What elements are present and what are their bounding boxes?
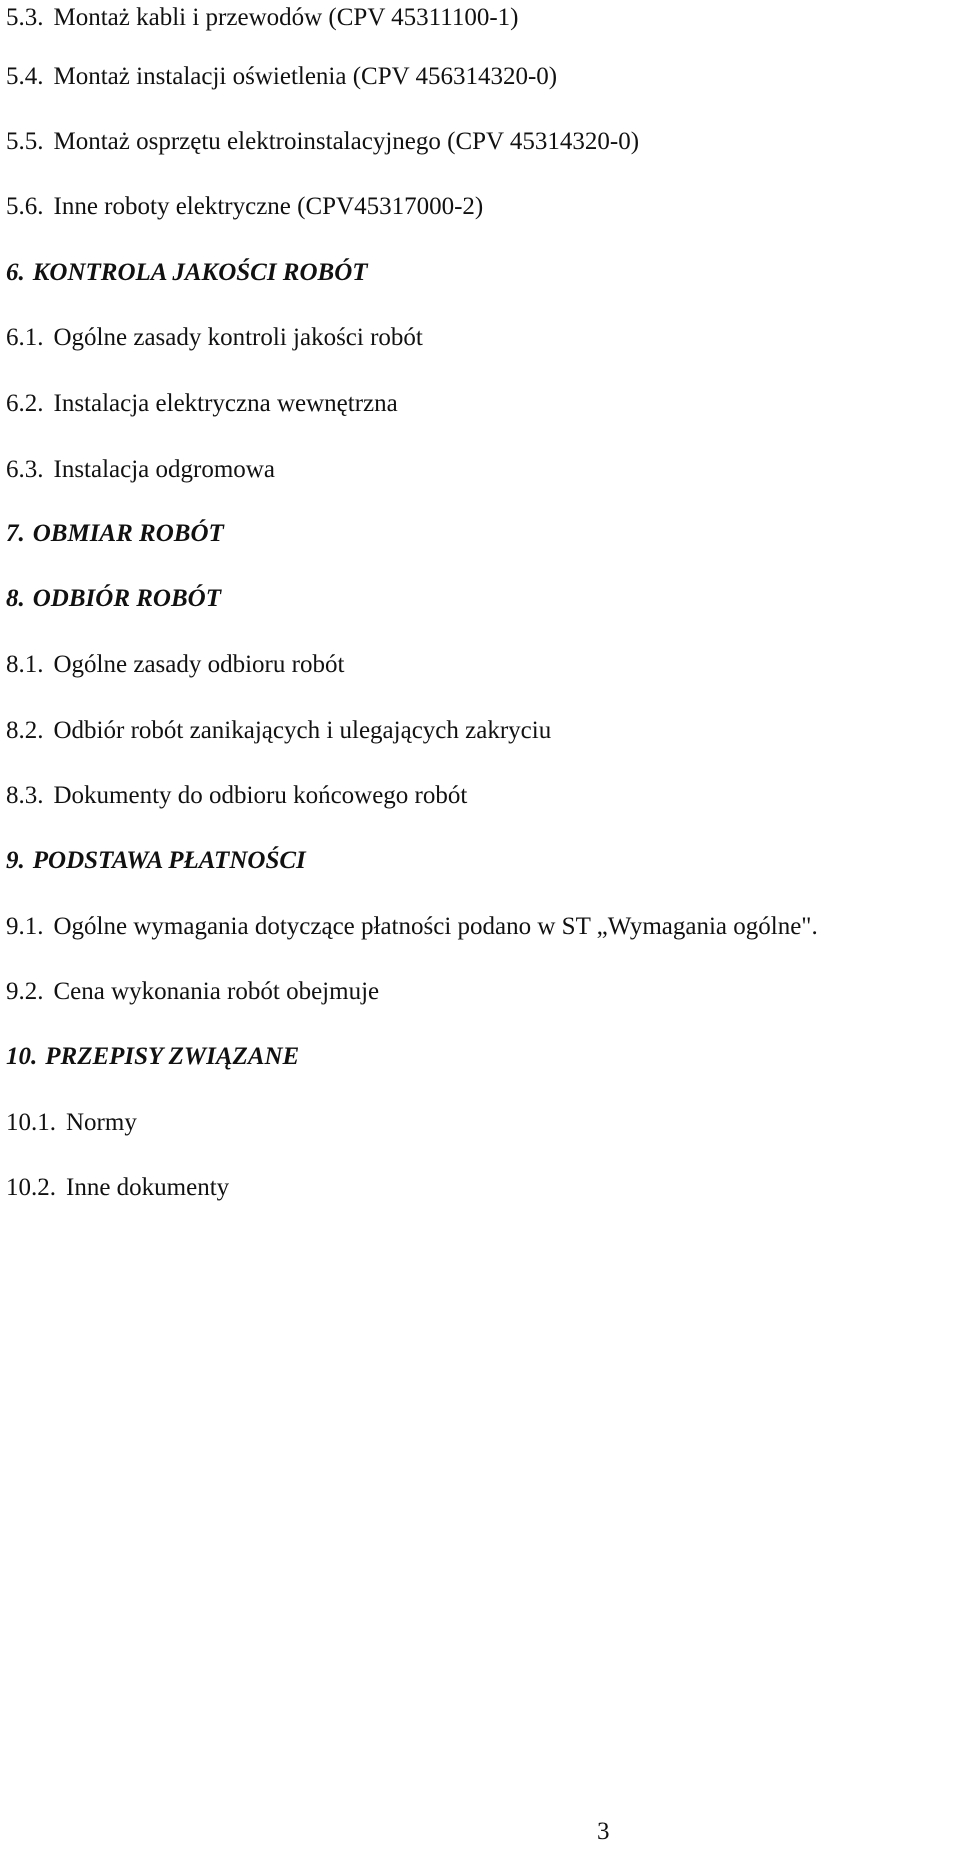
entry-number: 5.4. [6,63,44,90]
entry-5-5 [6,127,639,157]
entry-text: Inne dokumenty [66,1174,230,1201]
entry-number: 10.1. [6,1109,56,1136]
entry-9-1 [6,912,818,942]
entry-number: 5.3. [6,4,44,31]
section-heading-8 [6,584,221,614]
entry-text: Montaż instalacji oświetlenia (CPV 456314320-0) [53,63,558,90]
section-title: PODSTAWA PŁATNOŚCI [32,847,306,874]
section-heading-9 [6,846,306,876]
entry-number: 6.3. [6,456,44,483]
entry-text: Ogólne wymagania dotyczące płatności podano w ST „Wymagania ogólne". [53,913,818,940]
section-heading-7 [6,519,224,549]
entry-text: Normy [66,1109,137,1136]
entry-text: Ogólne zasady kontroli jakości robót [53,324,423,351]
section-number: 8. [6,585,25,612]
section-number: 6. [6,259,25,286]
entry-number: 9.2. [6,978,44,1005]
section-number: 7. [6,520,25,547]
entry-number: 8.2. [6,717,44,744]
entry-number: 9.1. [6,913,44,940]
section-heading-6 [6,258,368,288]
entry-8-3 [6,781,467,811]
entry-8-2 [6,716,551,746]
entry-5-4 [6,62,557,92]
entry-text: Instalacja elektryczna wewnętrzna [53,390,398,417]
entry-number: 6.1. [6,324,44,351]
entry-6-3 [6,455,275,485]
entry-number: 6.2. [6,390,44,417]
entry-10-2 [6,1173,229,1203]
entry-text: Cena wykonania robót obejmuje [53,978,380,1005]
entry-text: Dokumenty do odbioru końcowego robót [53,782,468,809]
entry-text: Instalacja odgromowa [53,456,275,483]
section-title: ODBIÓR ROBÓT [32,585,221,612]
entry-6-1 [6,323,423,353]
entry-9-2 [6,977,379,1007]
section-title: PRZEPISY ZWIĄZANE [45,1043,300,1070]
entry-number: 5.6. [6,193,44,220]
section-title: OBMIAR ROBÓT [32,520,224,547]
entry-number: 5.5. [6,128,44,155]
entry-6-2 [6,389,398,419]
entry-text: Odbiór robót zanikających i ulegających zakryciu [53,717,552,744]
section-number: 10. [6,1043,38,1070]
page-number: 3 [597,1818,610,1845]
entry-text: Montaż osprzętu elektroinstalacyjnego (CPV 45314320-0) [53,128,640,155]
entry-number: 8.1. [6,651,44,678]
entry-8-1 [6,650,344,680]
entry-number: 8.3. [6,782,44,809]
entry-5-3 [6,3,518,33]
entry-number: 10.2. [6,1174,56,1201]
entry-10-1 [6,1108,137,1138]
entry-text: Ogólne zasady odbioru robót [53,651,345,678]
entry-text: Montaż kabli i przewodów (CPV 45311100-1) [53,4,519,31]
section-heading-10 [6,1042,299,1072]
entry-text: Inne roboty elektryczne (CPV45317000-2) [53,193,484,220]
entry-5-6 [6,192,483,222]
section-title: KONTROLA JAKOŚCI ROBÓT [32,259,368,286]
section-number: 9. [6,847,25,874]
